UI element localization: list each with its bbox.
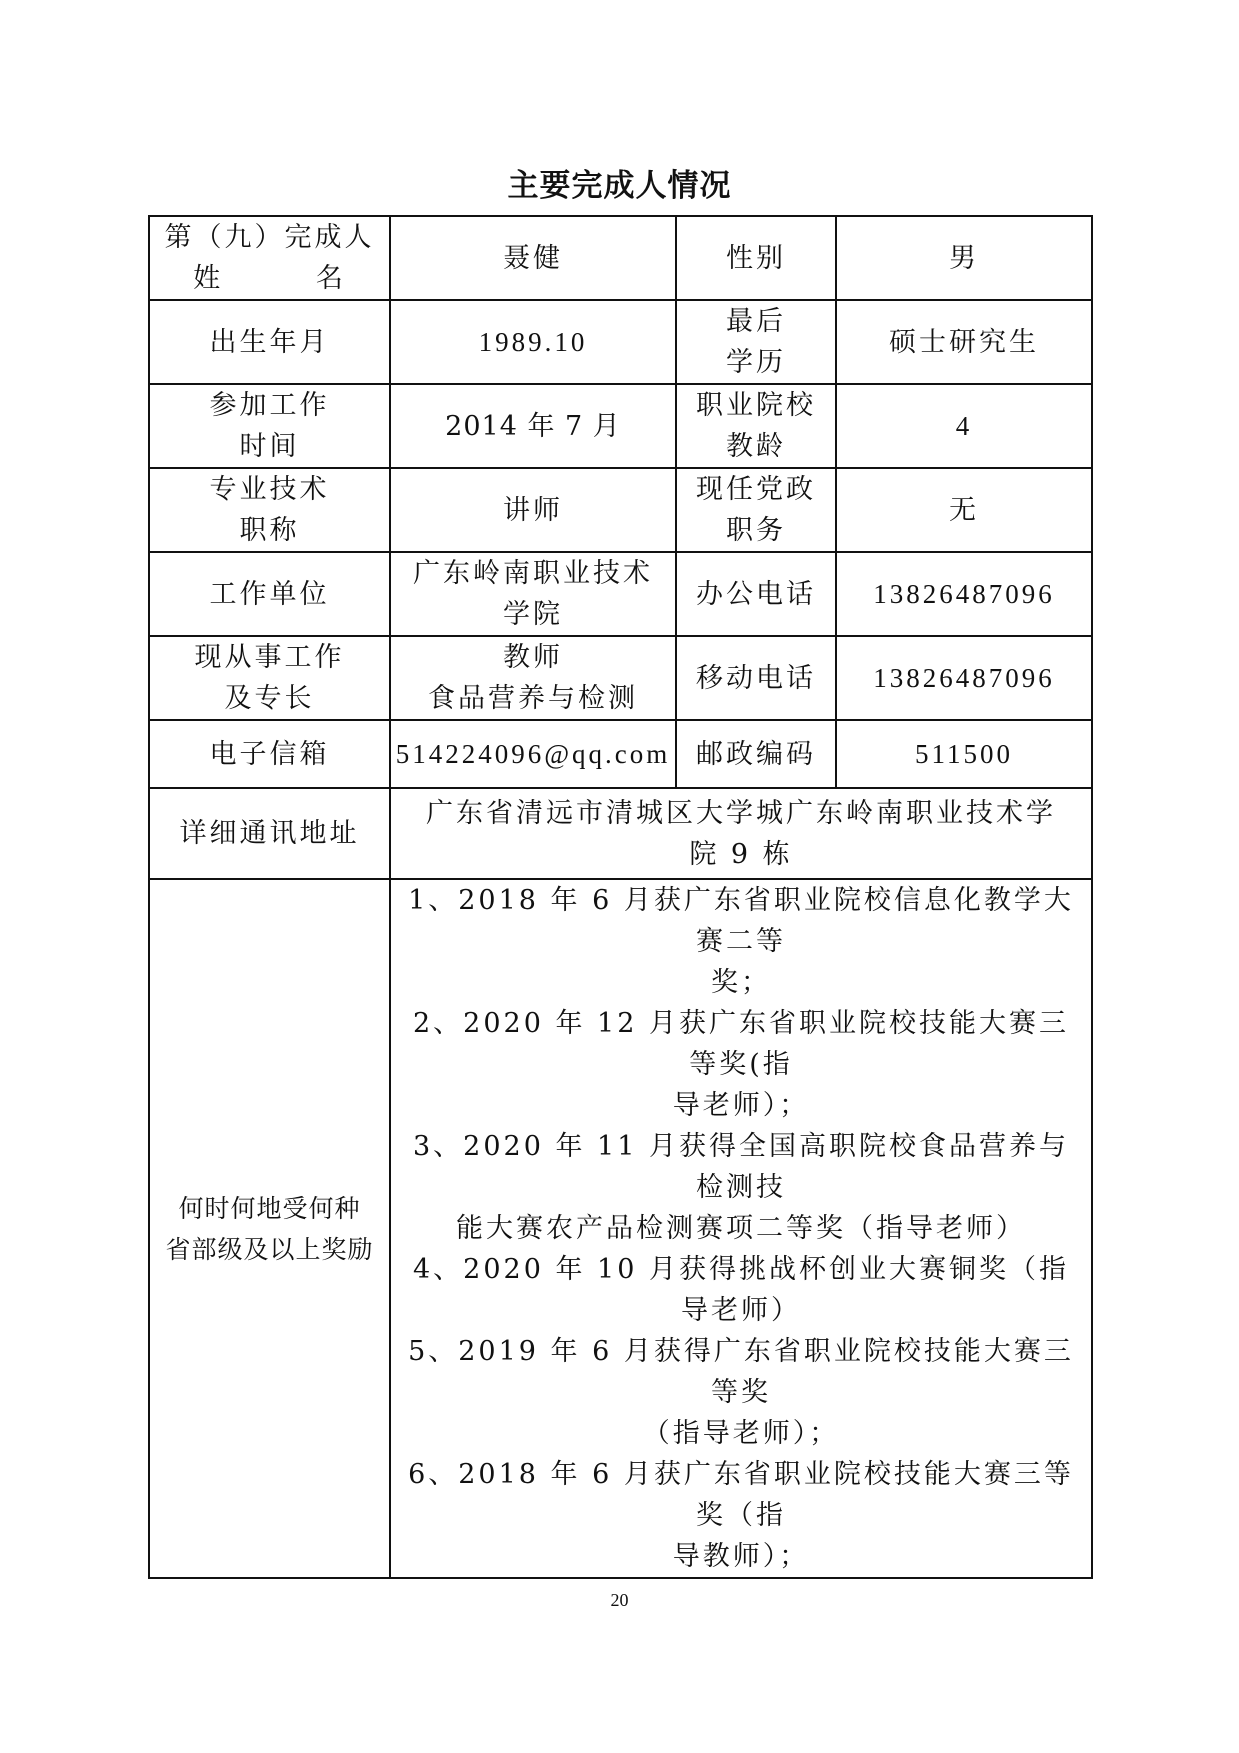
current-work-value: 教师 食品营养与检测 bbox=[390, 636, 676, 720]
employer-label: 工作单位 bbox=[149, 552, 390, 636]
award-line: 6、2018 年 6 月获广东省职业院校技能大赛三等奖（指 bbox=[408, 1459, 1074, 1531]
party-position-label: 现任党政 职务 bbox=[676, 468, 836, 552]
award-line: 能大赛农产品检测赛项二等奖（指导老师） bbox=[456, 1213, 1026, 1244]
personal-info-table bbox=[148, 215, 1093, 1579]
work-start-label: 参加工作 时间 bbox=[149, 384, 390, 468]
table-row bbox=[149, 720, 1092, 788]
address-label: 详细通讯地址 bbox=[149, 788, 390, 879]
mobile-value: 13826487096 bbox=[836, 636, 1092, 720]
table-row bbox=[149, 300, 1092, 384]
page-number: 20 bbox=[610, 1590, 629, 1610]
award-line: 奖； bbox=[711, 967, 771, 998]
award-line: 导老师）； bbox=[672, 1090, 810, 1121]
party-position-value: 无 bbox=[836, 468, 1092, 552]
award-line: 3、2020 年 11 月获得全国高职院校食品营养与检测技 bbox=[413, 1131, 1069, 1203]
page-title: 主要完成人情况 bbox=[507, 168, 732, 204]
email-value: 514224096@qq.com bbox=[390, 720, 676, 788]
postcode-label: 邮政编码 bbox=[676, 720, 836, 788]
professional-title-label: 专业技术 职称 bbox=[149, 468, 390, 552]
teaching-years-label: 职业院校 教龄 bbox=[676, 384, 836, 468]
mobile-label: 移动电话 bbox=[676, 636, 836, 720]
award-line: 4、2020 年 10 月获得挑战杯创业大赛铜奖（指导老师） bbox=[413, 1254, 1069, 1326]
award-line: 2、2020 年 12 月获广东省职业院校技能大赛三等奖(指 bbox=[413, 1008, 1069, 1080]
gender-label: 性别 bbox=[676, 216, 836, 300]
gender-value: 男 bbox=[836, 216, 1092, 300]
education-label: 最后 学历 bbox=[676, 300, 836, 384]
awards-label: 何时何地受何种 省部级及以上奖励 bbox=[149, 879, 390, 1578]
table-row bbox=[149, 552, 1092, 636]
table-row bbox=[149, 636, 1092, 720]
birth-label: 出生年月 bbox=[149, 300, 390, 384]
teaching-years-value: 4 bbox=[836, 384, 1092, 468]
table-row bbox=[149, 468, 1092, 552]
professional-title-value: 讲师 bbox=[390, 468, 676, 552]
table-row bbox=[149, 788, 1092, 879]
table-row bbox=[149, 216, 1092, 300]
name-label: 第（九）完成人 姓 名 bbox=[149, 216, 390, 300]
email-label: 电子信箱 bbox=[149, 720, 390, 788]
award-line: 5、2019 年 6 月获得广东省职业院校技能大赛三等奖 bbox=[408, 1336, 1074, 1408]
address-value: 广东省清远市清城区大学城广东岭南职业技术学 院 9 栋 bbox=[390, 788, 1092, 879]
award-line: 1、2018 年 6 月获广东省职业院校信息化教学大赛二等 bbox=[408, 885, 1074, 957]
employer-value: 广东岭南职业技术 学院 bbox=[390, 552, 676, 636]
table-row bbox=[149, 384, 1092, 468]
award-line: 导教师）； bbox=[672, 1541, 810, 1572]
office-phone-label: 办公电话 bbox=[676, 552, 836, 636]
education-value: 硕士研究生 bbox=[836, 300, 1092, 384]
office-phone-value: 13826487096 bbox=[836, 552, 1092, 636]
name-value: 聂健 bbox=[390, 216, 676, 300]
work-start-value: 2014 年 7 月 bbox=[390, 384, 676, 468]
current-work-label: 现从事工作 及专长 bbox=[149, 636, 390, 720]
table-row bbox=[149, 879, 1092, 1578]
awards-list bbox=[390, 879, 1092, 1578]
birth-value: 1989.10 bbox=[390, 300, 676, 384]
award-line: （指导老师）； bbox=[642, 1418, 840, 1449]
postcode-value: 511500 bbox=[836, 720, 1092, 788]
